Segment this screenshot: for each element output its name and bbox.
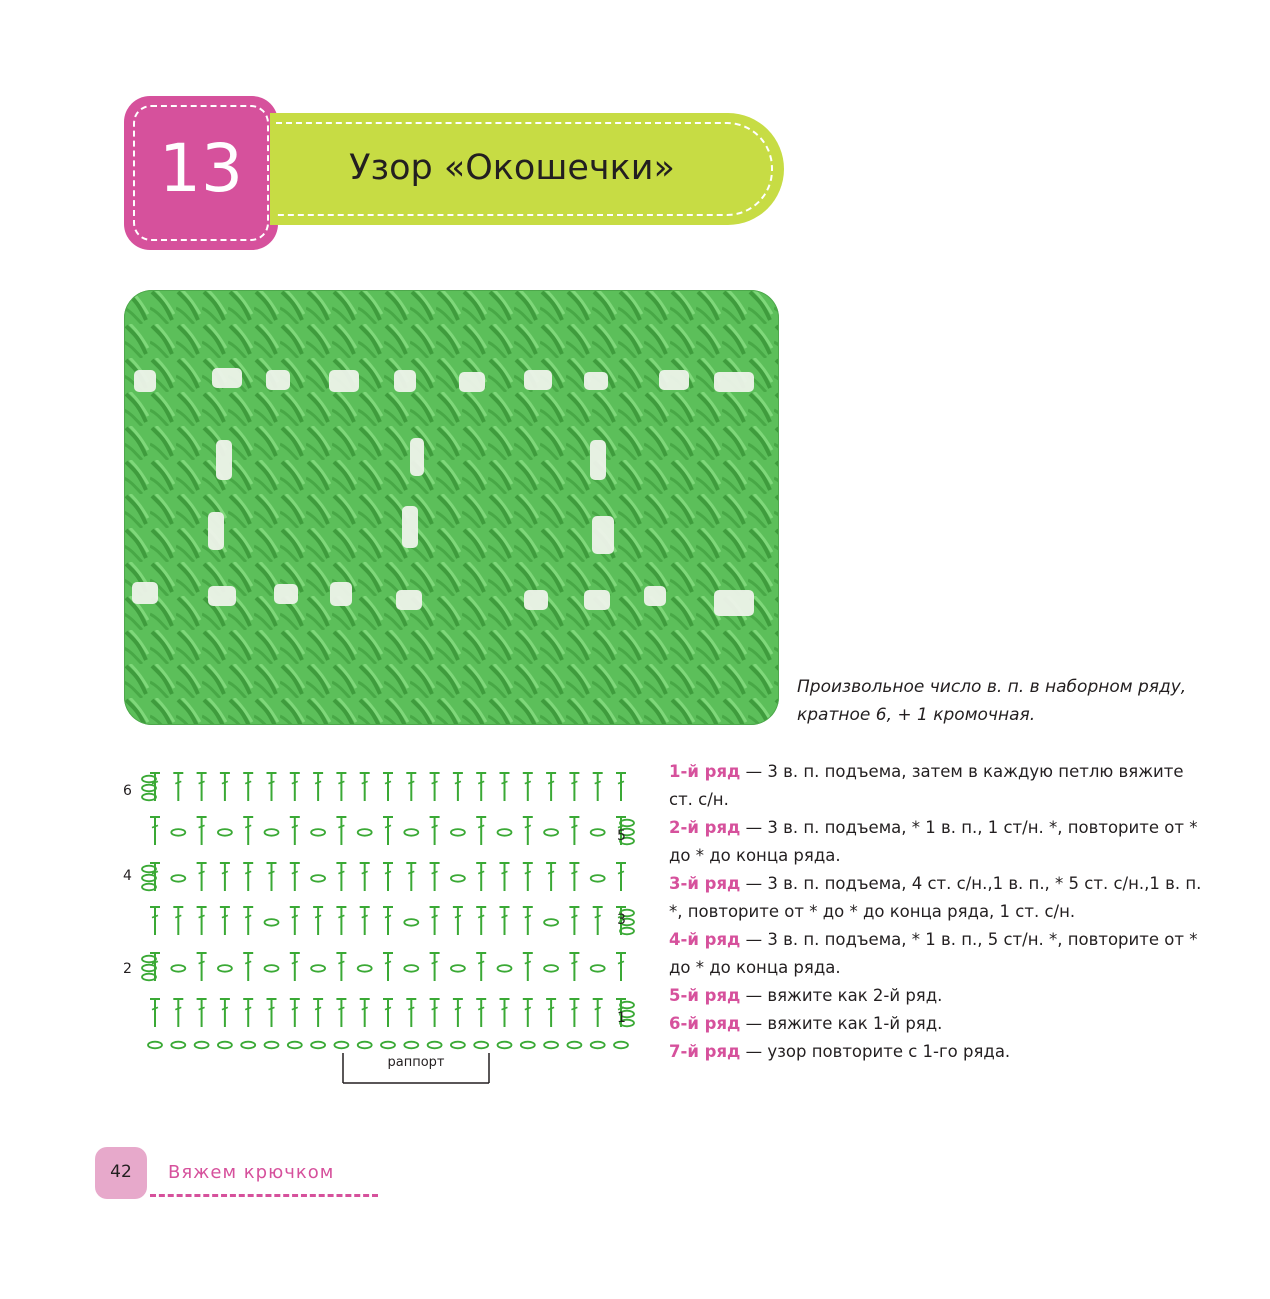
double-crochet-slash — [338, 961, 344, 963]
double-crochet-slash — [525, 915, 531, 917]
chain-stitch-symbol — [591, 829, 605, 836]
double-crochet-slash — [338, 781, 344, 783]
chain-stitch-symbol — [521, 1042, 535, 1049]
row-number-1: 1 — [617, 1010, 626, 1026]
chain-stitch-symbol — [265, 1042, 279, 1049]
double-crochet-slash — [245, 1007, 251, 1009]
step-text: — вяжите как 1-й ряд. — [740, 1014, 943, 1033]
crochet-diagram — [115, 765, 635, 1105]
double-crochet-slash — [478, 781, 484, 783]
chain-stitch-symbol — [265, 919, 279, 926]
chain-stitch-symbol — [451, 965, 465, 972]
chain-stitch-symbol — [142, 875, 156, 882]
chain-stitch-symbol — [171, 875, 185, 882]
chain-stitch-symbol — [241, 1042, 255, 1049]
chain-stitch-symbol — [404, 919, 418, 926]
double-crochet-slash — [199, 781, 205, 783]
chain-stitch-symbol — [311, 965, 325, 972]
double-crochet-slash — [502, 1007, 508, 1009]
chain-stitch-symbol — [428, 1042, 442, 1049]
swatch-photo — [124, 290, 779, 725]
double-crochet-slash — [245, 871, 251, 873]
page-number-badge — [95, 1147, 147, 1199]
double-crochet-slash — [478, 825, 484, 827]
chain-stitch-symbol — [614, 1042, 628, 1049]
double-crochet-slash — [408, 1007, 414, 1009]
double-crochet-slash — [432, 961, 438, 963]
chain-stitch-symbol — [142, 794, 156, 801]
double-crochet-slash — [385, 915, 391, 917]
chain-stitch-symbol — [311, 1042, 325, 1049]
double-crochet-slash — [502, 781, 508, 783]
chain-stitch-symbol — [142, 785, 156, 792]
chain-stitch-symbol — [142, 884, 156, 891]
chain-stitch-symbol — [358, 829, 372, 836]
double-crochet-slash — [315, 915, 321, 917]
double-crochet-slash — [338, 871, 344, 873]
double-crochet-slash — [245, 825, 251, 827]
chain-stitch-symbol — [474, 1042, 488, 1049]
chapter-number: 13 — [159, 130, 243, 207]
chain-stitch-symbol — [498, 965, 512, 972]
chain-stitch-symbol — [381, 1042, 395, 1049]
double-crochet-slash — [292, 781, 298, 783]
chain-stitch-symbol — [404, 1042, 418, 1049]
double-crochet-slash — [432, 825, 438, 827]
chain-stitch-symbol — [591, 875, 605, 882]
step-text: — узор повторите с 1-го ряда. — [740, 1042, 1011, 1061]
step-text: — 3 в. п. подъема, затем в каждую петлю вяжите ст. с/н. — [669, 762, 1184, 809]
double-crochet-slash — [571, 825, 577, 827]
double-crochet-slash — [478, 915, 484, 917]
chain-stitch-symbol — [218, 829, 232, 836]
double-crochet-slash — [292, 825, 298, 827]
chain-stitch-symbol — [218, 965, 232, 972]
chain-stitch-symbol — [404, 829, 418, 836]
footer-dashed-line — [150, 1194, 378, 1197]
double-crochet-slash — [548, 1007, 554, 1009]
double-crochet-slash — [292, 915, 298, 917]
double-crochet-slash — [269, 1007, 275, 1009]
double-crochet-slash — [385, 1007, 391, 1009]
double-crochet-slash — [571, 781, 577, 783]
chapter-number-badge — [124, 96, 278, 250]
step-row-5 — [669, 982, 1209, 1010]
chain-stitch-symbol — [311, 829, 325, 836]
row-number-3: 3 — [617, 912, 626, 928]
chain-stitch-symbol — [544, 1042, 558, 1049]
double-crochet-slash — [152, 1007, 158, 1009]
double-crochet-slash — [548, 871, 554, 873]
double-crochet-slash — [269, 871, 275, 873]
step-label: 7-й ряд — [669, 1042, 741, 1061]
double-crochet-slash — [315, 1007, 321, 1009]
step-label: 3-й ряд — [669, 874, 741, 893]
chain-stitch-symbol — [148, 1042, 162, 1049]
double-crochet-slash — [199, 961, 205, 963]
chain-stitch-symbol — [451, 1042, 465, 1049]
chain-stitch-symbol — [358, 1042, 372, 1049]
double-crochet-slash — [222, 1007, 228, 1009]
chain-stitch-symbol — [311, 875, 325, 882]
book-title: Вяжем крючком — [168, 1162, 335, 1183]
double-crochet-slash — [199, 871, 205, 873]
step-text: — вяжите как 2-й ряд. — [740, 986, 943, 1005]
step-label: 4-й ряд — [669, 930, 741, 949]
double-crochet-slash — [222, 781, 228, 783]
double-crochet-slash — [362, 871, 368, 873]
double-crochet-slash — [362, 781, 368, 783]
double-crochet-slash — [292, 961, 298, 963]
row-number-2: 2 — [123, 961, 132, 977]
double-crochet-slash — [432, 915, 438, 917]
double-crochet-slash — [245, 781, 251, 783]
double-crochet-slash — [595, 915, 601, 917]
double-crochet-slash — [525, 961, 531, 963]
double-crochet-slash — [199, 1007, 205, 1009]
title-bar — [270, 113, 784, 225]
double-crochet-slash — [175, 781, 181, 783]
double-crochet-slash — [525, 781, 531, 783]
step-row-3 — [669, 870, 1209, 926]
double-crochet-slash — [175, 1007, 181, 1009]
double-crochet-slash — [595, 781, 601, 783]
double-crochet-slash — [432, 871, 438, 873]
double-crochet-slash — [385, 961, 391, 963]
chain-stitch-symbol — [498, 829, 512, 836]
row-instructions — [669, 758, 1209, 1066]
chain-stitch-symbol — [142, 974, 156, 981]
chain-stitch-symbol — [451, 829, 465, 836]
intro-text: Произвольное число в. п. в наборном ряду, кратное 6, + 1 кромочная. — [797, 677, 1187, 725]
page-number: 42 — [110, 1162, 132, 1182]
double-crochet-slash — [269, 781, 275, 783]
double-crochet-slash — [455, 1007, 461, 1009]
double-crochet-slash — [385, 871, 391, 873]
double-crochet-slash — [362, 915, 368, 917]
double-crochet-slash — [548, 781, 554, 783]
double-crochet-slash — [315, 781, 321, 783]
step-label: 6-й ряд — [669, 1014, 741, 1033]
chain-stitch-symbol — [498, 1042, 512, 1049]
chain-stitch-symbol — [544, 919, 558, 926]
chain-stitch-symbol — [567, 1042, 581, 1049]
double-crochet-slash — [455, 915, 461, 917]
double-crochet-slash — [152, 825, 158, 827]
double-crochet-slash — [502, 915, 508, 917]
chain-stitch-symbol — [195, 1042, 209, 1049]
chain-stitch-symbol — [544, 965, 558, 972]
double-crochet-slash — [618, 961, 624, 963]
page-title: Узор «Окошечки» — [349, 148, 675, 188]
chain-stitch-symbol — [218, 1042, 232, 1049]
double-crochet-slash — [292, 871, 298, 873]
double-crochet-slash — [385, 825, 391, 827]
chain-stitch-symbol — [591, 965, 605, 972]
repeat-label: раппорт — [387, 1055, 445, 1070]
double-crochet-slash — [432, 1007, 438, 1009]
chain-stitch-symbol — [288, 1042, 302, 1049]
double-crochet-slash — [571, 1007, 577, 1009]
double-crochet-slash — [175, 915, 181, 917]
step-row-6 — [669, 1010, 1209, 1038]
double-crochet-slash — [525, 871, 531, 873]
step-label: 2-й ряд — [669, 818, 741, 837]
double-crochet-slash — [455, 781, 461, 783]
step-row-4 — [669, 926, 1209, 982]
double-crochet-slash — [408, 781, 414, 783]
chain-stitch-symbol — [142, 956, 156, 963]
chain-stitch-symbol — [544, 829, 558, 836]
double-crochet-slash — [385, 781, 391, 783]
double-crochet-slash — [245, 961, 251, 963]
double-crochet-slash — [478, 961, 484, 963]
step-label: 5-й ряд — [669, 986, 741, 1005]
step-label: 1-й ряд — [669, 762, 741, 781]
chain-stitch-symbol — [591, 1042, 605, 1049]
double-crochet-slash — [199, 915, 205, 917]
double-crochet-slash — [618, 781, 624, 783]
double-crochet-slash — [362, 1007, 368, 1009]
double-crochet-slash — [432, 781, 438, 783]
row-number-4: 4 — [123, 868, 132, 884]
chain-stitch-symbol — [142, 965, 156, 972]
chain-stitch-symbol — [265, 965, 279, 972]
chain-stitch-symbol — [171, 1042, 185, 1049]
chain-stitch-symbol — [358, 965, 372, 972]
chain-stitch-symbol — [451, 875, 465, 882]
double-crochet-slash — [618, 871, 624, 873]
double-crochet-slash — [292, 1007, 298, 1009]
double-crochet-slash — [245, 915, 251, 917]
double-crochet-slash — [199, 825, 205, 827]
step-text: — 3 в. п. подъема, 4 ст. с/н.,1 в. п., * 5 ст. с/н.,1 в. п. *, повторите от * до * до конца ряда, 1 ст. с/н. — [669, 874, 1202, 921]
double-crochet-slash — [595, 1007, 601, 1009]
double-crochet-slash — [525, 1007, 531, 1009]
step-row-1 — [669, 758, 1209, 814]
step-text: — 3 в. п. подъема, * 1 в. п., 5 ст/н. *, повторите от * до * до конца ряда. — [669, 930, 1198, 977]
double-crochet-slash — [222, 915, 228, 917]
double-crochet-slash — [478, 871, 484, 873]
step-row-2 — [669, 814, 1209, 870]
chain-stitch-symbol — [265, 829, 279, 836]
chain-stitch-symbol — [171, 829, 185, 836]
chain-stitch-symbol — [171, 965, 185, 972]
double-crochet-slash — [222, 871, 228, 873]
double-crochet-slash — [502, 871, 508, 873]
double-crochet-slash — [152, 915, 158, 917]
step-text: — 3 в. п. подъема, * 1 в. п., 1 ст/н. *, повторите от * до * до конца ряда. — [669, 818, 1198, 865]
double-crochet-slash — [571, 871, 577, 873]
chain-stitch-symbol — [620, 928, 634, 935]
double-crochet-slash — [571, 915, 577, 917]
double-crochet-slash — [338, 915, 344, 917]
row-number-5: 5 — [617, 828, 626, 844]
row-number-6: 6 — [123, 783, 132, 799]
double-crochet-slash — [408, 871, 414, 873]
double-crochet-slash — [338, 825, 344, 827]
chain-stitch-symbol — [404, 965, 418, 972]
double-crochet-slash — [478, 1007, 484, 1009]
step-row-7 — [669, 1038, 1209, 1066]
double-crochet-slash — [525, 825, 531, 827]
double-crochet-slash — [338, 1007, 344, 1009]
double-crochet-slash — [571, 961, 577, 963]
chain-stitch-symbol — [142, 776, 156, 783]
chain-stitch-symbol — [142, 866, 156, 873]
chain-stitch-symbol — [334, 1042, 348, 1049]
